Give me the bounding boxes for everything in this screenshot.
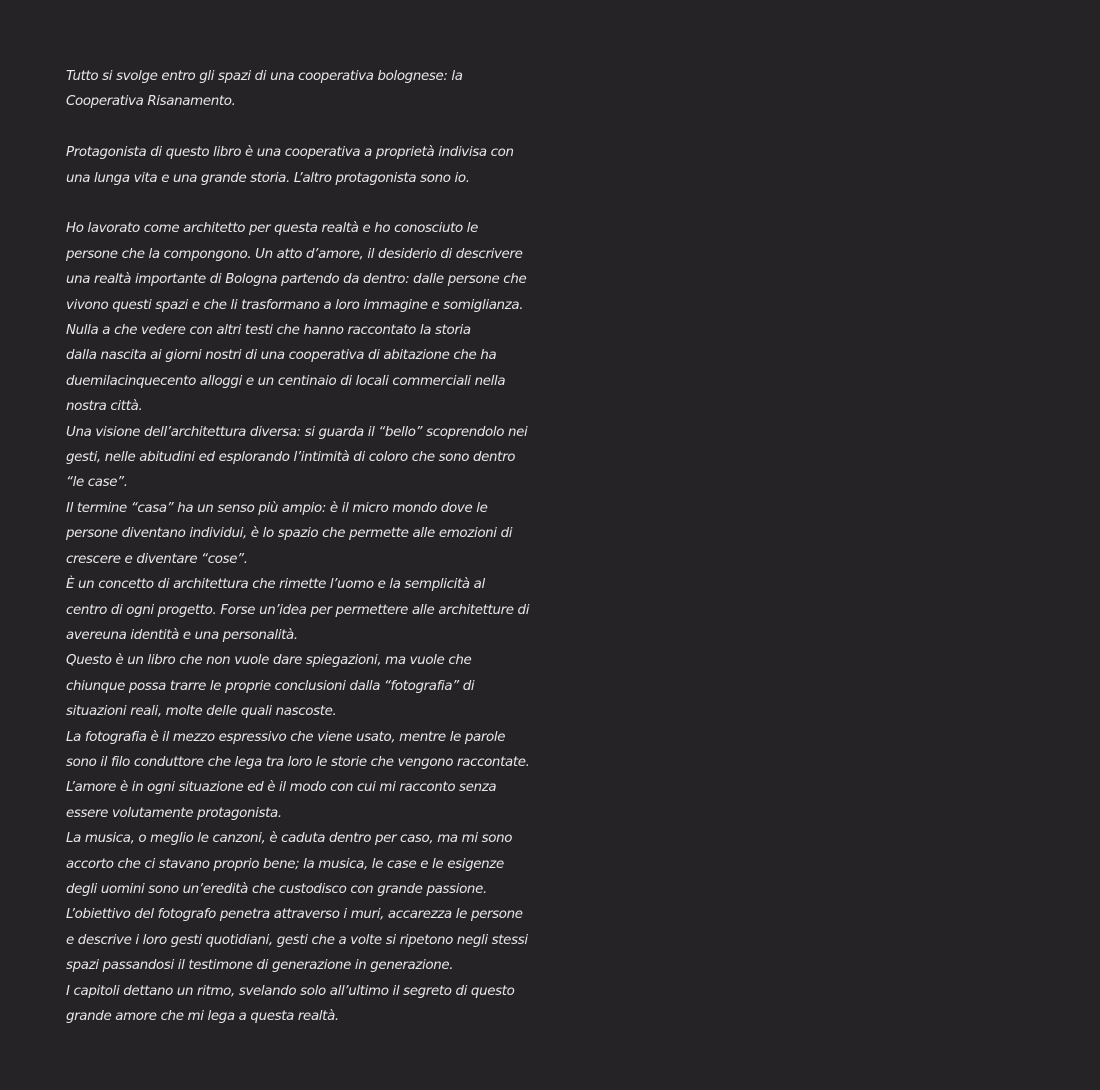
text-line: avereuna identità e una personalità. [66,627,298,643]
text-line: Nulla a che vedere con altri testi che hanno raccontato la storia [66,323,471,339]
text-line: Ho lavorato come architetto per questa realtà e ho conosciuto le [66,221,479,237]
text-line: grande amore che mi lega a questa realtà. [66,1009,339,1024]
text-line: La musica, o meglio le canzoni, è caduta dentro per caso, ma mi sono [66,831,513,847]
text-line: nostra città. [66,399,143,415]
text-line: dalla nascita ai giorni nostri di una cooperativa di abitazione che ha [66,348,497,364]
text-line: “le case”. [66,475,128,491]
text-line: una realtà importante di Bologna partendo da dentro: dalle persone che [66,272,527,288]
paragraph-body [66,216,556,1029]
text-line: e descrive i loro gesti quotidiani, gesti che a volte si ripetono negli stessi [66,932,528,948]
text-line: duemilacinquecento alloggi e un centinaio di locali commerciali nella [66,373,506,389]
text-line: La fotografia è il mezzo espressivo che viene usato, mentre le parole [66,729,506,745]
text-line: degli uomini sono un’eredità che custodisco con grande passione. [66,881,487,897]
text-line: L’obiettivo del fotografo penetra attraverso i muri, accarezza le persone [66,907,523,923]
text-line: Cooperativa Risanamento. [66,94,236,110]
text-block [66,64,556,1029]
text-line: crescere e diventare “cose”. [66,551,248,567]
text-line: Protagonista di questo libro è una cooperativa a proprietà indivisa con [66,145,514,161]
paragraph-intro-1 [66,64,556,115]
text-line: Tutto si svolge entro gli spazi di una cooperativa bolognese: la [66,69,463,84]
text-line: situazioni reali, molte delle quali nascoste. [66,704,337,720]
text-line: Una visione dell’architettura diversa: si guarda il “bello” scoprendolo nei [66,424,528,440]
text-line: accorto che ci stavano proprio bene; la musica, le case e le esigenze [66,856,504,872]
text-line: chiunque possa trarre le proprie conclusioni dalla “fotografia” di [66,678,475,694]
text-line: Questo è un libro che non vuole dare spiegazioni, ma vuole che [66,653,472,669]
text-line: centro di ogni progetto. Forse un’idea per permettere alle architetture di [66,602,530,618]
text-line: sono il filo conduttore che lega tra loro le storie che vengono raccontate. [66,754,530,770]
text-line: vivono questi spazi e che li trasformano a loro immagine e somiglianza. [66,297,524,313]
text-line: I capitoli dettano un ritmo, svelando solo all’ultimo il segreto di questo [66,983,515,999]
text-line: persone che la compongono. Un atto d’amore, il desiderio di descrivere [66,246,523,262]
text-line: È un concetto di architettura che rimette l’uomo e la semplicità al [66,577,485,593]
paragraph-intro-2 [66,140,556,191]
text-line: Il termine “casa” ha un senso più ampio: è il micro mondo dove le [66,500,488,516]
text-line: L’amore è in ogni situazione ed è il modo con cui mi racconto senza [66,780,497,796]
text-line: spazi passandosi il testimone di generazione in generazione. [66,958,454,974]
text-line: essere volutamente protagonista. [66,805,282,821]
text-line: persone diventano individui, è lo spazio che permette alle emozioni di [66,526,513,542]
text-line: una lunga vita e una grande storia. L’altro protagonista sono io. [66,170,470,186]
text-line: gesti, nelle abitudini ed esplorando l’intimità di coloro che sono dentro [66,450,516,466]
